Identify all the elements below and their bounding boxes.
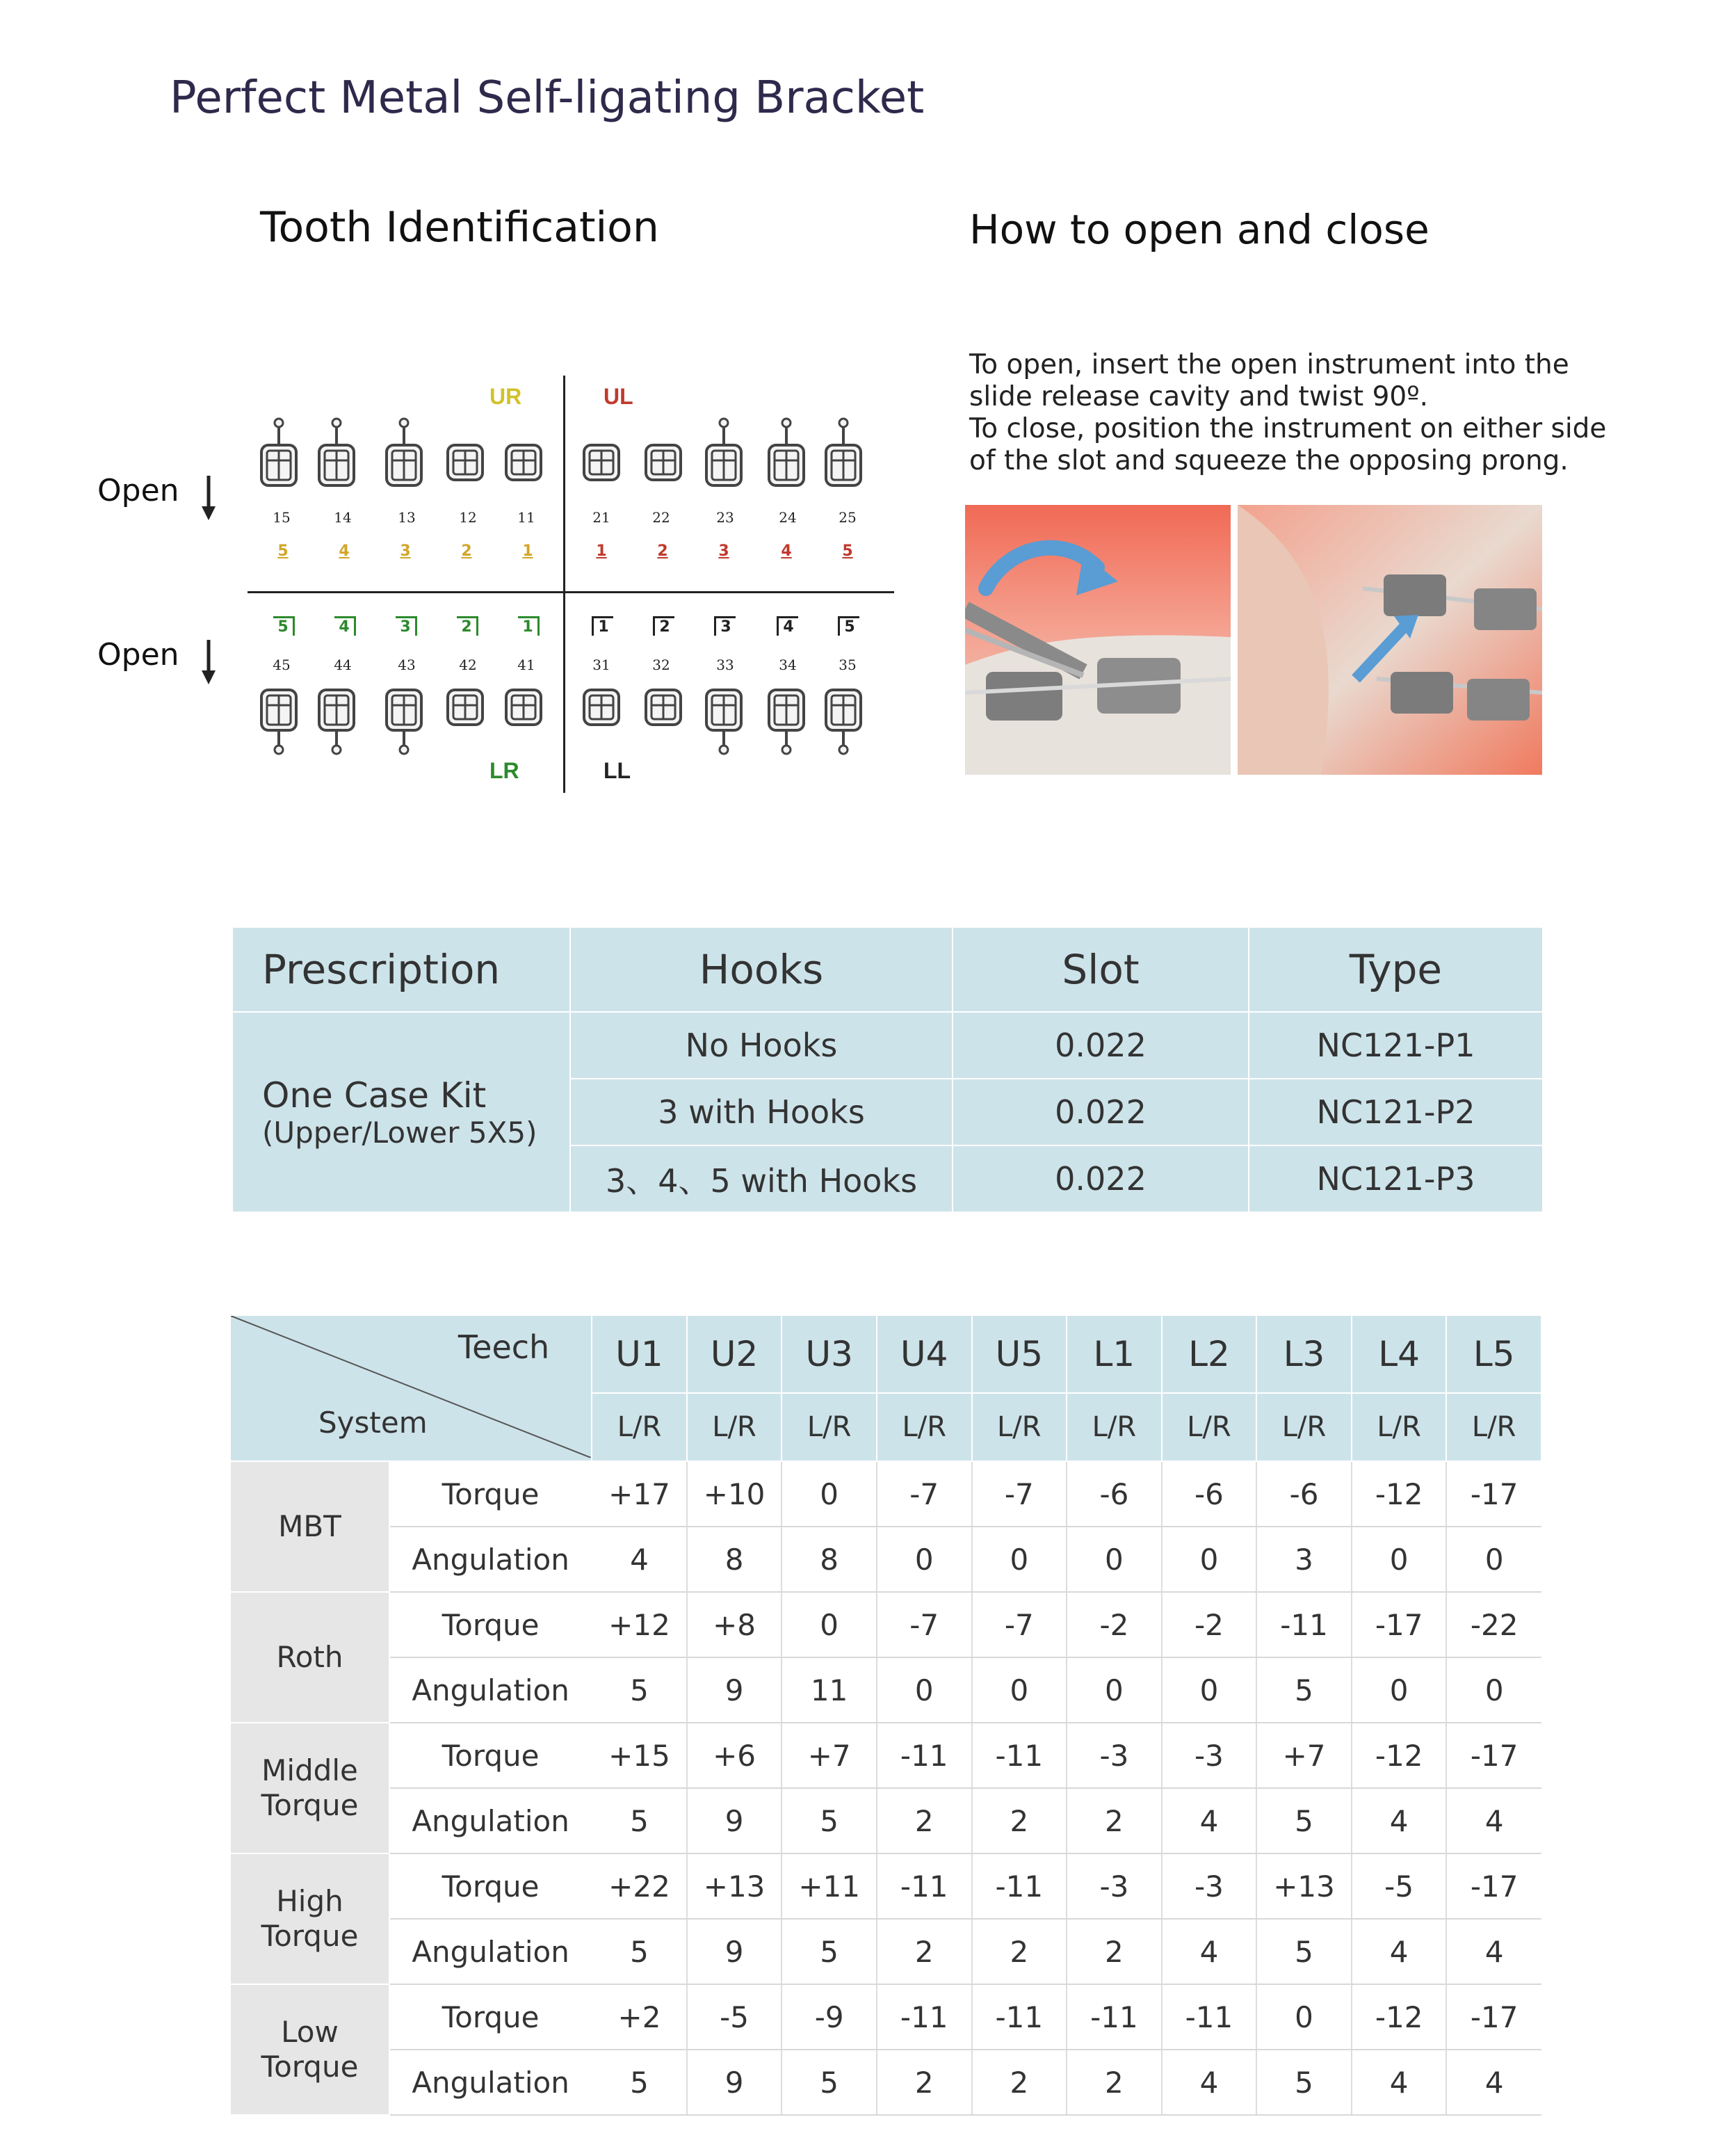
tooth-number: 21 [592, 509, 610, 526]
angulation-value: 5 [1256, 1788, 1352, 1853]
open-label-lower: Open [97, 637, 179, 673]
torque-value: +7 [1256, 1723, 1352, 1788]
angulation-value: 0 [877, 1527, 972, 1592]
torque-value: -11 [1162, 1984, 1257, 2050]
tooth-number: 13 [398, 509, 416, 526]
angulation-value: 0 [972, 1657, 1067, 1723]
side-header: L/R [1352, 1393, 1447, 1461]
how-to-title: How to open and close [969, 206, 1430, 253]
tooth-identification-title: Tooth Identification [260, 203, 659, 252]
angulation-value: 2 [1067, 1788, 1162, 1853]
torque-value: -3 [1162, 1853, 1257, 1919]
angulation-value: 9 [687, 1657, 782, 1723]
bracket-icon [580, 417, 623, 504]
angulation-value: 4 [1352, 2050, 1447, 2115]
system-row-angulation [230, 2050, 1541, 2115]
hooks-cell: 3 with Hooks [570, 1079, 953, 1145]
angulation-value: 5 [1256, 2050, 1352, 2115]
torque-label: Torque [389, 1853, 592, 1919]
chart-horizontal-axis [248, 591, 894, 593]
torque-value: -2 [1162, 1592, 1257, 1657]
angulation-value: 9 [687, 2050, 782, 2115]
tooth-number: 45 [273, 657, 291, 673]
angulation-value: 0 [1162, 1527, 1257, 1592]
tooth-header: L3 [1256, 1315, 1352, 1393]
torque-value: +6 [687, 1723, 782, 1788]
corner-label-system: System [318, 1406, 428, 1440]
tooth-number: 23 [716, 509, 734, 526]
angulation-value: 0 [1446, 1657, 1541, 1723]
kit-cell [232, 1012, 570, 1212]
angulation-value: 5 [592, 2050, 687, 2115]
arrow-down-icon [200, 476, 217, 522]
torque-label: Torque [389, 1592, 592, 1657]
kit-name: One Case Kit [262, 1075, 487, 1116]
angulation-value: 4 [1162, 2050, 1257, 2115]
system-row-angulation [230, 1788, 1541, 1853]
tooth-number: 42 [459, 657, 477, 673]
torque-value: +8 [687, 1592, 782, 1657]
system-name-line: Middle [261, 1753, 358, 1787]
angulation-value: 2 [1067, 2050, 1162, 2115]
table-corner [230, 1315, 592, 1461]
tooth-number: 11 [517, 509, 535, 526]
angulation-value: 4 [1162, 1919, 1257, 1984]
palmer-ll: 5 [838, 616, 859, 636]
bracket-icon [382, 676, 426, 762]
angulation-value: 4 [1446, 2050, 1541, 2115]
slot-cell: 0.022 [953, 1012, 1249, 1079]
angulation-value: 5 [781, 1788, 877, 1853]
how-to-line: of the slot and squeeze the opposing prong. [969, 445, 1569, 476]
angulation-value: 5 [592, 1788, 687, 1853]
angulation-value: 2 [877, 1788, 972, 1853]
prescription-table [232, 926, 1544, 1213]
arrow-down-icon [200, 640, 217, 686]
tooth-number: 12 [459, 509, 477, 526]
angulation-value: 0 [1162, 1657, 1257, 1723]
torque-value: -11 [877, 1723, 972, 1788]
palmer-ur: 5 [277, 542, 289, 560]
col-header-type: Type [1249, 927, 1543, 1012]
palmer-ll: 2 [653, 616, 674, 636]
system-name-line: Roth [276, 1640, 343, 1674]
torque-value: +2 [592, 1984, 687, 2050]
system-row-angulation [230, 1919, 1541, 1984]
angulation-value: 5 [1256, 1919, 1352, 1984]
quadrant-label-ll: LL [604, 758, 631, 783]
torque-value: -12 [1352, 1984, 1447, 2050]
tooth-number: 15 [273, 509, 291, 526]
torque-value: -6 [1162, 1461, 1257, 1527]
angulation-value: 2 [877, 2050, 972, 2115]
torque-value: -17 [1352, 1592, 1447, 1657]
tooth-header: L2 [1162, 1315, 1257, 1393]
palmer-ul: 2 [657, 542, 668, 560]
system-row-angulation [230, 1527, 1541, 1592]
system-name [230, 1853, 389, 1984]
tooth-number: 25 [839, 509, 857, 526]
bracket-icon [502, 417, 545, 504]
tooth-number: 24 [779, 509, 797, 526]
bracket-icon [765, 417, 808, 504]
angulation-value: 9 [687, 1788, 782, 1853]
angulation-label: Angulation [389, 1788, 592, 1853]
torque-value: -22 [1446, 1592, 1541, 1657]
angulation-value: 9 [687, 1919, 782, 1984]
system-name [230, 1984, 389, 2115]
torque-value: -17 [1446, 1461, 1541, 1527]
torque-value: -9 [781, 1984, 877, 2050]
system-row-angulation [230, 1657, 1541, 1723]
palmer-ur: 1 [522, 542, 533, 560]
tooth-number: 34 [779, 657, 797, 673]
angulation-value: 8 [781, 1527, 877, 1592]
angulation-value: 2 [972, 2050, 1067, 2115]
torque-value: -12 [1352, 1461, 1447, 1527]
angulation-value: 4 [1446, 1788, 1541, 1853]
how-to-line: slide release cavity and twist 90º. [969, 381, 1428, 412]
quadrant-label-ul: UL [604, 384, 633, 409]
tooth-header: U1 [592, 1315, 687, 1393]
system-table-body [230, 1461, 1541, 2115]
system-row-torque [230, 1592, 1541, 1657]
tooth-number: 31 [592, 657, 610, 673]
tooth-chart [0, 0, 904, 807]
torque-value: -11 [972, 1853, 1067, 1919]
system-name-line: Torque [261, 2050, 359, 2084]
torque-value: -11 [1256, 1592, 1352, 1657]
torque-value: -5 [687, 1984, 782, 2050]
torque-value: -5 [1352, 1853, 1447, 1919]
angulation-value: 4 [592, 1527, 687, 1592]
torque-value: -3 [1067, 1723, 1162, 1788]
torque-value: -11 [877, 1853, 972, 1919]
palmer-lr: 5 [273, 616, 295, 636]
torque-value: -17 [1446, 1723, 1541, 1788]
palmer-ul: 3 [718, 542, 729, 560]
angulation-value: 4 [1446, 1919, 1541, 1984]
tooth-header: U3 [781, 1315, 877, 1393]
angulation-label: Angulation [389, 1527, 592, 1592]
palmer-lr: 3 [396, 616, 417, 636]
system-name [230, 1723, 389, 1853]
torque-value: 0 [781, 1461, 877, 1527]
palmer-ul: 4 [781, 542, 792, 560]
tooth-number: 14 [334, 509, 352, 526]
side-header: L/R [592, 1393, 687, 1461]
torque-value: 0 [1256, 1984, 1352, 2050]
angulation-value: 5 [781, 1919, 877, 1984]
torque-value: -6 [1067, 1461, 1162, 1527]
angulation-value: 0 [1067, 1527, 1162, 1592]
chart-vertical-axis [563, 376, 565, 793]
system-row-torque [230, 1723, 1541, 1788]
torque-value: -17 [1446, 1984, 1541, 2050]
tooth-header: U5 [972, 1315, 1067, 1393]
system-name-line: MBT [278, 1509, 341, 1543]
angulation-value: 4 [1352, 1919, 1447, 1984]
torque-value: +17 [592, 1461, 687, 1527]
system-row-torque [230, 1853, 1541, 1919]
how-to-line: To open, insert the open instrument into the [969, 349, 1569, 380]
tooth-header: U2 [687, 1315, 782, 1393]
palmer-ll: 1 [592, 616, 613, 636]
bracket-icon [315, 676, 358, 762]
side-header: L/R [781, 1393, 877, 1461]
angulation-value: 5 [592, 1919, 687, 1984]
close-instruction-photo [1238, 505, 1542, 775]
system-name-line: Low [281, 2015, 339, 2049]
palmer-ul: 1 [596, 542, 607, 560]
torque-value: -11 [972, 1984, 1067, 2050]
palmer-ur: 4 [339, 542, 350, 560]
angulation-value: 4 [1352, 1788, 1447, 1853]
system-name-line: Torque [261, 1919, 359, 1953]
angulation-value: 5 [1256, 1657, 1352, 1723]
side-header: L/R [877, 1393, 972, 1461]
torque-value: +12 [592, 1592, 687, 1657]
slot-cell: 0.022 [953, 1145, 1249, 1212]
torque-label: Torque [389, 1723, 592, 1788]
tooth-header: L4 [1352, 1315, 1447, 1393]
bracket-icon [765, 676, 808, 762]
torque-value: -6 [1256, 1461, 1352, 1527]
open-instruction-photo [965, 505, 1231, 775]
angulation-value: 2 [972, 1919, 1067, 1984]
palmer-ul: 5 [842, 542, 853, 560]
system-name-line: High [276, 1884, 343, 1918]
quadrant-label-ur: UR [489, 384, 522, 409]
palmer-ur: 2 [461, 542, 472, 560]
bracket-icon [642, 676, 685, 762]
type-cell: NC121-P3 [1249, 1145, 1543, 1212]
torque-value: -7 [877, 1461, 972, 1527]
torque-value: -7 [972, 1461, 1067, 1527]
bracket-icon [580, 676, 623, 762]
how-to-instructions [969, 349, 1665, 477]
tooth-number: 22 [652, 509, 670, 526]
bracket-icon [382, 417, 426, 504]
tooth-number: 41 [517, 657, 535, 673]
palmer-lr: 2 [457, 616, 478, 636]
angulation-value: 5 [781, 2050, 877, 2115]
bracket-icon [702, 417, 745, 504]
tooth-number: 43 [398, 657, 416, 673]
angulation-label: Angulation [389, 2050, 592, 2115]
col-header-hooks: Hooks [570, 927, 953, 1012]
torque-value: +15 [592, 1723, 687, 1788]
slot-cell: 0.022 [953, 1079, 1249, 1145]
side-header: L/R [687, 1393, 782, 1461]
torque-value: -12 [1352, 1723, 1447, 1788]
torque-value: -7 [877, 1592, 972, 1657]
angulation-value: 0 [877, 1657, 972, 1723]
angulation-value: 11 [781, 1657, 877, 1723]
open-label-upper: Open [97, 473, 179, 508]
angulation-value: 2 [972, 1788, 1067, 1853]
system-name [230, 1592, 389, 1723]
corner-label-teeth: Teech [457, 1328, 550, 1366]
palmer-lr: 4 [334, 616, 356, 636]
type-cell: NC121-P1 [1249, 1012, 1543, 1079]
bracket-icon [502, 676, 545, 762]
torque-value: +11 [781, 1853, 877, 1919]
torque-value: -11 [972, 1723, 1067, 1788]
system-row-torque [230, 1984, 1541, 2050]
angulation-value: 2 [1067, 1919, 1162, 1984]
palmer-ll: 3 [714, 616, 736, 636]
system-row-torque [230, 1461, 1541, 1527]
page-title: Perfect Metal Self-ligating Bracket [170, 72, 925, 124]
tooth-number: 32 [652, 657, 670, 673]
bracket-icon [444, 417, 487, 504]
bracket-icon [702, 676, 745, 762]
tooth-number: 33 [716, 657, 734, 673]
palmer-ur: 3 [400, 542, 411, 560]
angulation-value: 3 [1256, 1527, 1352, 1592]
hooks-cell: No Hooks [570, 1012, 953, 1079]
side-header: L/R [1256, 1393, 1352, 1461]
col-header-prescription: Prescription [232, 927, 570, 1012]
angulation-value: 0 [1352, 1657, 1447, 1723]
angulation-value: 0 [1067, 1657, 1162, 1723]
bracket-icon [257, 417, 300, 504]
bracket-icon [315, 417, 358, 504]
torque-value: +13 [687, 1853, 782, 1919]
torque-value: +10 [687, 1461, 782, 1527]
system-name [230, 1461, 389, 1592]
angulation-label: Angulation [389, 1919, 592, 1984]
angulation-value: 8 [687, 1527, 782, 1592]
torque-value: -17 [1446, 1853, 1541, 1919]
col-header-slot: Slot [953, 927, 1249, 1012]
torque-value: +7 [781, 1723, 877, 1788]
system-values-table [229, 1314, 1542, 2116]
angulation-value: 2 [877, 1919, 972, 1984]
type-cell: NC121-P2 [1249, 1079, 1543, 1145]
angulation-value: 0 [972, 1527, 1067, 1592]
side-header: L/R [1446, 1393, 1541, 1461]
tooth-header: L5 [1446, 1315, 1541, 1393]
palmer-lr: 1 [518, 616, 540, 636]
torque-value: 0 [781, 1592, 877, 1657]
side-header: L/R [1162, 1393, 1257, 1461]
quadrant-label-lr: LR [489, 758, 519, 783]
angulation-value: 5 [592, 1657, 687, 1723]
tooth-header: L1 [1067, 1315, 1162, 1393]
torque-value: -2 [1067, 1592, 1162, 1657]
bracket-icon [822, 676, 865, 762]
torque-value: -11 [877, 1984, 972, 2050]
angulation-value: 4 [1162, 1788, 1257, 1853]
torque-value: -11 [1067, 1984, 1162, 2050]
tooth-header: U4 [877, 1315, 972, 1393]
torque-value: -3 [1067, 1853, 1162, 1919]
kit-sub: (Upper/Lower 5X5) [262, 1115, 537, 1150]
torque-value: +22 [592, 1853, 687, 1919]
palmer-ll: 4 [777, 616, 798, 636]
system-name-line: Torque [261, 1788, 359, 1822]
torque-value: -3 [1162, 1723, 1257, 1788]
tooth-number: 44 [334, 657, 352, 673]
side-header: L/R [1067, 1393, 1162, 1461]
torque-value: +13 [1256, 1853, 1352, 1919]
torque-label: Torque [389, 1461, 592, 1527]
torque-label: Torque [389, 1984, 592, 2050]
bracket-icon [822, 417, 865, 504]
angulation-value: 0 [1352, 1527, 1447, 1592]
bracket-icon [642, 417, 685, 504]
angulation-value: 0 [1446, 1527, 1541, 1592]
side-header: L/R [972, 1393, 1067, 1461]
tooth-number: 35 [839, 657, 857, 673]
torque-value: -7 [972, 1592, 1067, 1657]
bracket-icon [444, 676, 487, 762]
angulation-label: Angulation [389, 1657, 592, 1723]
bracket-icon [257, 676, 300, 762]
hooks-cell: 3、4、5 with Hooks [570, 1145, 953, 1212]
how-to-line: To close, position the instrument on either side [969, 413, 1607, 444]
